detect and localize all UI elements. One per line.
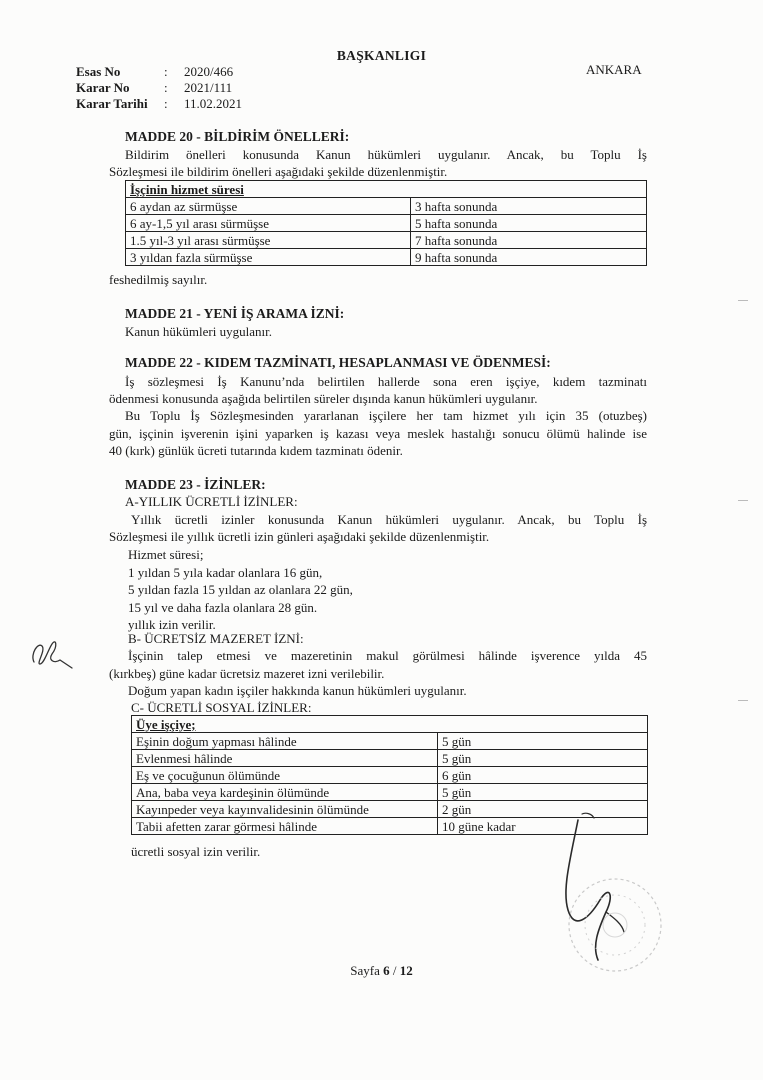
table-cell-reason: Ana, baba veya kardeşinin ölümünde <box>132 784 438 801</box>
table-cell-value: 3 hafta sonunda <box>411 198 647 215</box>
table-cell-period: 6 aydan az sürmüşse <box>126 198 411 215</box>
table-cell-value: 7 hafta sonunda <box>411 232 647 249</box>
leave-list-line: yıllık izin verilir. <box>128 617 216 632</box>
table-cell-value: 5 hafta sonunda <box>411 215 647 232</box>
table-cell-reason: Eş ve çocuğunun ölümünde <box>132 767 438 784</box>
article-22-paragraph-line: 40 (kırk) günlük ücreti tutarında kıdem tazminatı ödenir. <box>109 443 403 458</box>
table-row <box>132 733 648 750</box>
table-cell-value: 6 gün <box>438 767 648 784</box>
table-row <box>126 232 647 249</box>
table-header: İşçinin hizmet süresi <box>126 181 647 198</box>
section-c-title: C- ÜCRETLİ SOSYAL İZİNLER: <box>131 700 312 715</box>
article-22-title: MADDE 22 - KIDEM TAZMİNATI, HESAPLANMASI VE ÖDENMESİ: <box>125 355 551 370</box>
leave-list-line: 5 yıldan fazla 15 yıldan az olanlara 22 gün, <box>128 582 353 597</box>
section-b-title: B- ÜCRETSİZ MAZERET İZNİ: <box>128 631 304 646</box>
meta-row-karar-tarihi <box>76 96 242 112</box>
table-row <box>126 198 647 215</box>
meta-separator: : <box>164 96 168 111</box>
section-a-paragraph-line: Sözleşmesi ile yıllık ücretli izin günleri aşağıdaki şekilde düzenlenmiştir. <box>109 529 490 544</box>
meta-separator: : <box>164 80 168 95</box>
table-cell-value: 5 gün <box>438 750 648 767</box>
page-total: 12 <box>399 963 413 978</box>
page-current: 6 <box>383 963 390 978</box>
table-row <box>126 249 647 266</box>
meta-label: Karar No <box>76 80 130 95</box>
table-row <box>132 750 648 767</box>
section-b-paragraph-line: (kırkbeş) güne kadar ücretsiz mazeret izni verilebilir. <box>109 666 385 681</box>
meta-value: 2020/466 <box>184 64 234 79</box>
table-cell-period: 6 ay-1,5 yıl arası sürmüşse <box>126 215 411 232</box>
scan-mark <box>738 500 748 501</box>
page-prefix: Sayfa <box>350 963 384 978</box>
page-number <box>0 963 763 979</box>
table-cell-reason: Tabii afetten zarar görmesi hâlinde <box>132 818 438 835</box>
table-cell-value: 9 hafta sonunda <box>411 249 647 266</box>
article-21-title: MADDE 21 - YENİ İŞ ARAMA İZNİ: <box>125 306 345 321</box>
article-20-closing: feshedilmiş sayılır. <box>109 272 208 287</box>
meta-separator: : <box>164 64 168 79</box>
document-header-title: BAŞKANLIGI <box>336 48 427 63</box>
leave-list-line: Hizmet süresi; <box>128 547 204 562</box>
section-a-paragraph-line: Yıllık ücretli izinler konusunda Kanun hükümleri uygulanır. Ancak, bu Toplu İş <box>131 512 647 527</box>
article-21-paragraph: Kanun hükümleri uygulanır. <box>125 324 272 339</box>
table-cell-value: 5 gün <box>438 733 648 750</box>
scan-mark <box>738 700 748 701</box>
article-22-paragraph-line: gün, işçinin işverenin işini yaparken iş kazası veya meslek hastalığı sonucu ölümü halinde ise <box>109 426 647 441</box>
leave-list-line: 15 yıl ve daha fazla olanlara 28 gün. <box>128 600 318 615</box>
article-23-title: MADDE 23 - İZİNLER: <box>125 477 266 492</box>
table-cell-reason: Eşinin doğum yapması hâlinde <box>132 733 438 750</box>
city-name: ANKARA <box>586 62 642 77</box>
article-22-paragraph-line: İş sözleşmesi İş Kanunu’nda belirtilen hallerde sona eren işçiye, kıdem tazminatı <box>125 374 647 389</box>
table-row <box>132 767 648 784</box>
meta-row-esas <box>76 64 242 80</box>
section-b-paragraph-line: İşçinin talep etmesi ve mazeretinin makul görülmesi hâlinde işverence yılda 45 <box>128 648 647 663</box>
table-cell-period: 3 yıldan fazla sürmüşse <box>126 249 411 266</box>
article-22-paragraph-line: Bu Toplu İş Sözleşmesinden yararlanan işçilere her tam hizmet yılı için 35 (otuzbeş) <box>125 408 647 423</box>
table-header: Üye işçiye; <box>132 716 648 733</box>
table-cell-value: 2 gün <box>438 801 648 818</box>
scan-mark <box>738 300 748 301</box>
meta-row-karar-no <box>76 80 242 96</box>
section-b-paragraph: Doğum yapan kadın işçiler hakkında kanun hükümleri uygulanır. <box>128 683 467 698</box>
article-22-paragraph-line: ödenmesi konusunda aşağıda belirtilen süreler dışında kanun hükümleri uygulanır. <box>109 391 538 406</box>
meta-value: 11.02.2021 <box>184 96 243 111</box>
table-cell-value: 10 güne kadar <box>438 818 648 835</box>
table-cell-value: 5 gün <box>438 784 648 801</box>
table-row <box>132 784 648 801</box>
meta-label: Esas No <box>76 64 121 79</box>
table-cell-reason: Evlenmesi hâlinde <box>132 750 438 767</box>
table-row <box>126 215 647 232</box>
page-separator: / <box>389 963 400 978</box>
article-20-paragraph-line: Sözleşmesi ile bildirim önelleri aşağıdaki şekilde düzenlenmiştir. <box>109 164 448 179</box>
section-a-title: A-YILLIK ÜCRETLİ İZİNLER: <box>125 494 298 509</box>
article-20-title: MADDE 20 - BİLDİRİM ÖNELLERİ: <box>125 129 350 144</box>
table-cell-reason: Kayınpeder veya kayınvalidesinin ölümünde <box>132 801 438 818</box>
meta-label: Karar Tarihi <box>76 96 148 111</box>
article-20-paragraph-line: Bildirim önelleri konusunda Kanun hükümleri uygulanır. Ancak, bu Toplu İş <box>125 147 647 162</box>
table-cell-period: 1.5 yıl-3 yıl arası sürmüşse <box>126 232 411 249</box>
handwritten-initial <box>28 624 78 672</box>
case-metadata <box>76 64 242 112</box>
leave-list-line: 1 yıldan 5 yıla kadar olanlara 16 gün, <box>128 565 323 580</box>
meta-value: 2021/111 <box>184 80 233 95</box>
article-23-closing: ücretli sosyal izin verilir. <box>131 844 261 859</box>
notice-period-table <box>125 180 647 266</box>
